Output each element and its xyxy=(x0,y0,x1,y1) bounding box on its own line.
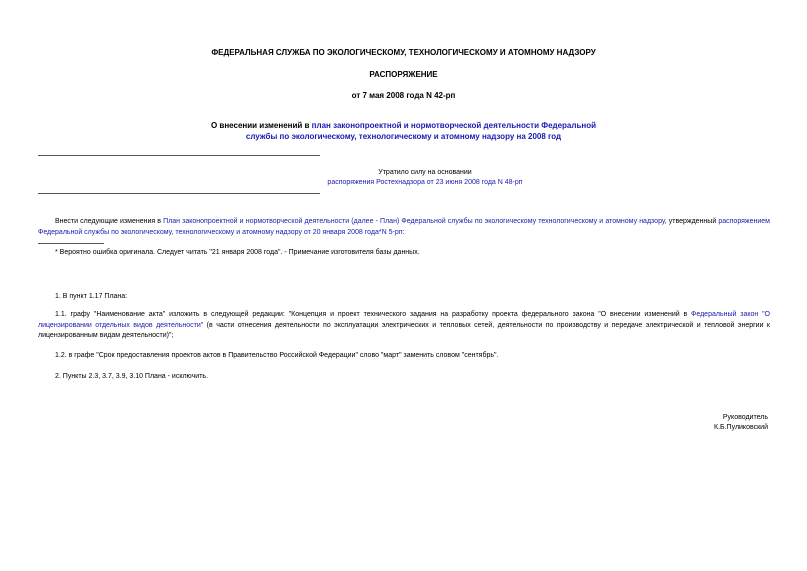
item-1-1-text-2: (в части отнесения деятельности по эксплуатации электрических и тепловых сетей, деятельности по производству и передаче электрической и тепловой энергии к лицензированным видам деятельности)"; xyxy=(38,321,770,339)
item-2: 2. Пункты 2.3, 3.7, 3.9, 3.10 Плана - исключить. xyxy=(55,373,209,380)
repeal-note-text: Утратило силу на основании xyxy=(378,169,472,176)
document-title xyxy=(0,120,807,142)
signature-block xyxy=(600,413,768,433)
footnote-rule xyxy=(38,243,104,244)
intro-link-order[interactable]: распоряжением Федеральной службы по экологическому, технологическому и атомному надзору от 20 января 2008 года*N 5-рп xyxy=(38,218,770,236)
title-link-plan-line2[interactable]: службы по экологическому, технологическому и атомному надзору на 2008 год xyxy=(245,132,562,141)
intro-link-plan[interactable]: План законопроектной и нормотворческой деятельности (далее - План) Федеральной службы по экологическому технологическому и атомному надзору xyxy=(163,218,665,225)
intro-text-1: Внести следующие изменения в xyxy=(55,218,164,225)
item-1: 1. В пункт 1.17 Плана: xyxy=(55,293,128,300)
document-type: РАСПОРЯЖЕНИЕ xyxy=(369,70,438,79)
agency-heading: ФЕДЕРАЛЬНАЯ СЛУЖБА ПО ЭКОЛОГИЧЕСКОМУ, ТЕХНОЛОГИЧЕСКОМУ И АТОМНОМУ НАДЗОРУ xyxy=(211,48,596,57)
title-link-plan[interactable]: план законопроектной и нормотворческой деятельности Федеральной xyxy=(311,121,597,130)
item-1-1-text-1: 1.1. графу "Наименование акта" изложить в следующей редакции: "Концепция и проект технического задания на разработку проекта федерального закона "О внесении изменений в xyxy=(55,311,692,318)
signature-position: Руководитель xyxy=(722,414,768,421)
intro-text-2: , утвержденный xyxy=(664,218,719,225)
repeal-note-link[interactable]: распоряжения Ростехнадзора от 23 июня 2008 года N 48-рп xyxy=(327,179,523,186)
document-date-number: от 7 мая 2008 года N 42-рп xyxy=(351,91,456,100)
repeal-note xyxy=(300,168,550,188)
intro-paragraph xyxy=(38,217,770,238)
footnote: * Вероятно ошибка оригинала. Следует читать "21 января 2008 года". - Примечание изготовителя базы данных. xyxy=(55,249,420,256)
intro-text-3: : xyxy=(402,228,405,236)
item-1-1 xyxy=(38,310,770,342)
title-prefix: О внесении изменений в xyxy=(210,121,312,130)
divider-top xyxy=(38,155,320,156)
item-1-1-law-link[interactable]: Федеральный закон "О лицензировании отдельных видов деятельности" xyxy=(38,311,770,329)
item-1-2: 1.2. в графе "Срок предоставления проектов актов в Правительство Российской Федерации" слово "март" заменить словом "сентябрь". xyxy=(55,352,499,359)
signature-name: К.Б.Пуликовский xyxy=(714,424,768,431)
divider-bottom xyxy=(38,193,320,194)
